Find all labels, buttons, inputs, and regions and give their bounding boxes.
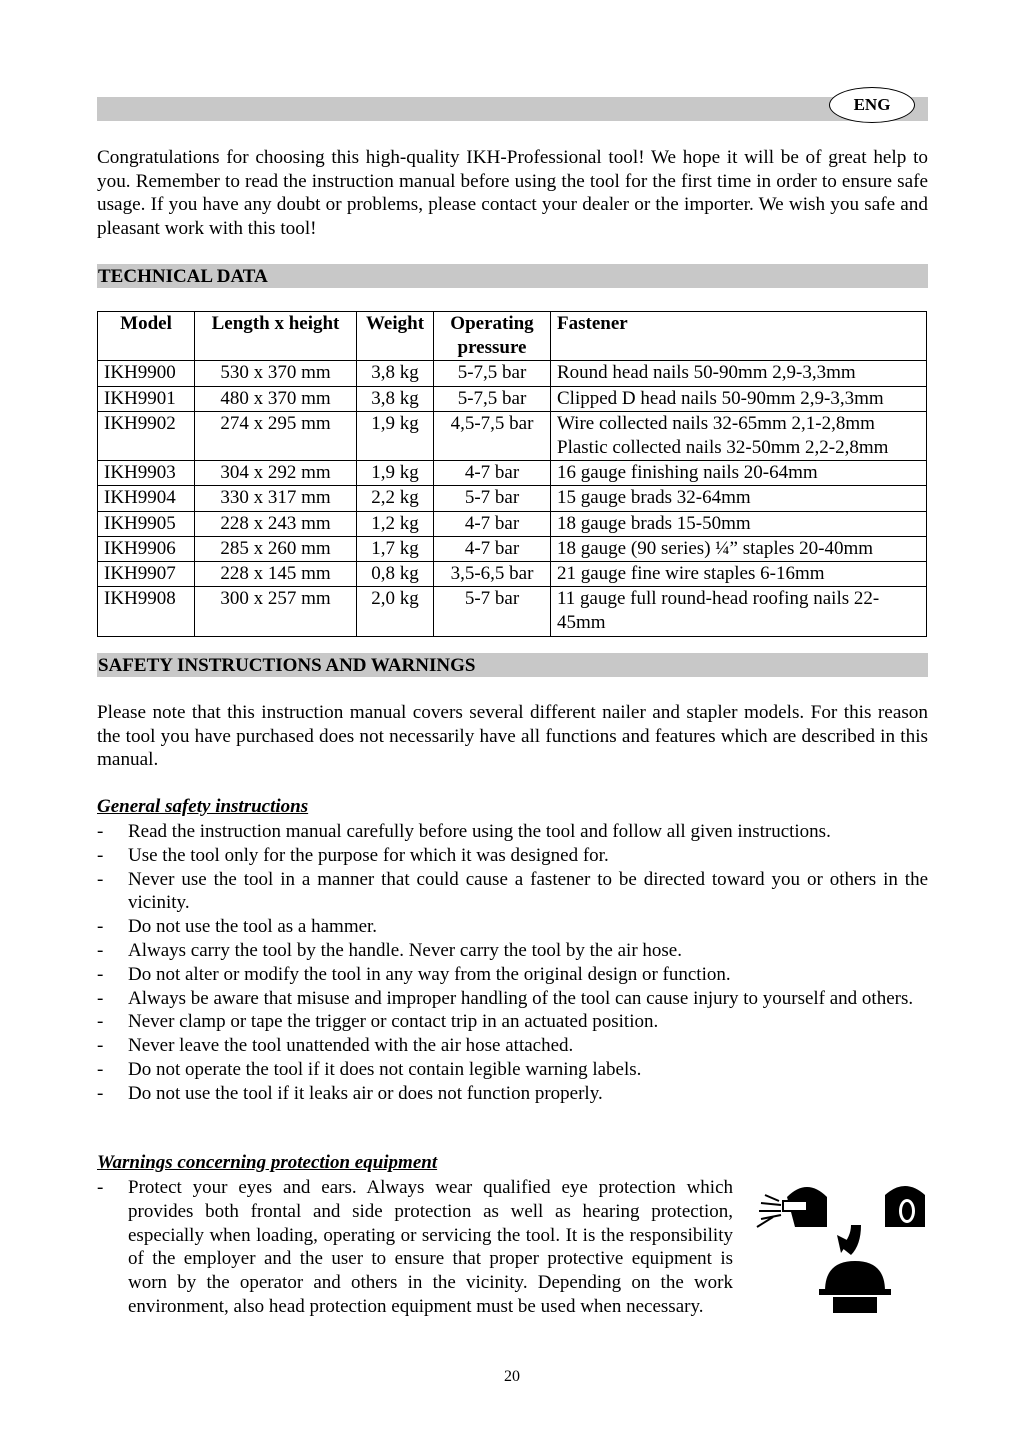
table-cell: IKH9900: [98, 361, 195, 386]
eye-protection-icon: [757, 1187, 827, 1227]
table-cell: 285 x 260 mm: [195, 536, 357, 561]
table-row: [98, 562, 927, 587]
protection-equipment-icons: [755, 1175, 930, 1315]
table-cell: Round head nails 50-90mm 2,9-3,3mm: [551, 361, 927, 386]
column-header: Operating pressure: [434, 312, 551, 361]
table-cell: Clipped D head nails 50-90mm 2,9-3,3mm: [551, 386, 927, 411]
list-item: - Do not use the tool if it leaks air or does not function properly.: [97, 1082, 928, 1106]
table-cell: 2,2 kg: [357, 486, 434, 511]
table-cell: 1,7 kg: [357, 536, 434, 561]
table-cell: IKH9907: [98, 562, 195, 587]
list-item: - Do not use the tool as a hammer.: [97, 915, 928, 939]
list-item: - Never use the tool in a manner that could cause a fastener to be directed toward you or others in the vicinity.: [97, 868, 928, 916]
table-cell: 15 gauge brads 32-64mm: [551, 486, 927, 511]
table-cell: 330 x 317 mm: [195, 486, 357, 511]
table-cell: 304 x 292 mm: [195, 461, 357, 486]
list-item: - Always be aware that misuse and improper handling of the tool can cause injury to yourself and others.: [97, 987, 928, 1011]
table-cell: 18 gauge (90 series) ¼” staples 20-40mm: [551, 536, 927, 561]
table-row: [98, 587, 927, 636]
table-cell: 274 x 295 mm: [195, 411, 357, 460]
list-item: - Protect your eyes and ears. Always wear qualified eye protection which provides both frontal and side protection as well as hearing protection, especially when loading, operating or servicing the tool. It is the responsibility of the employer and the user to ensure that proper protective equipment is worn by the operator and others in the vicinity. Depending on the work environment, also head protection equipment must be used when necessary.: [97, 1176, 733, 1319]
list-item: - Do not alter or modify the tool in any way from the original design or function.: [97, 963, 928, 987]
table-cell: 0,8 kg: [357, 562, 434, 587]
table-header-row: [98, 312, 927, 361]
table-row: [98, 486, 927, 511]
intro-paragraph: Congratulations for choosing this high-quality IKH-Professional tool! We hope it will be of great help to you. Remember to read the instruction manual before using the tool for the first time in order to ensure safe usage. If you have any doubt or problems, please contact your dealer or the importer. We wish you safe and pleasant work with this tool!: [97, 147, 928, 240]
column-header: Weight: [357, 312, 434, 361]
table-row: [98, 511, 927, 536]
list-item: - Never leave the tool unattended with the air hose attached.: [97, 1034, 928, 1058]
table-row: [98, 386, 927, 411]
table-cell: 1,2 kg: [357, 511, 434, 536]
hearing-protection-icon: [885, 1186, 925, 1227]
list-item: - Never clamp or tape the trigger or contact trip in an actuated position.: [97, 1010, 928, 1034]
table-cell: 4-7 bar: [434, 461, 551, 486]
list-item: - Read the instruction manual carefully before using the tool and follow all given instructions.: [97, 820, 928, 844]
column-header: Length x height: [195, 312, 357, 361]
table-cell: IKH9904: [98, 486, 195, 511]
table-cell: 11 gauge full round-head roofing nails 22-45mm: [551, 587, 927, 636]
header-bar: [97, 97, 928, 121]
table-cell: 530 x 370 mm: [195, 361, 357, 386]
technical-data-table: [97, 311, 927, 637]
table-row: [98, 461, 927, 486]
safety-note: Please note that this instruction manual covers several different nailer and stapler models. For this reason the tool you have purchased does not necessarily have all functions and features which are described in this manual.: [97, 702, 928, 771]
table-cell: 228 x 243 mm: [195, 511, 357, 536]
technical-data-heading: TECHNICAL DATA: [97, 264, 928, 288]
table-cell: 1,9 kg: [357, 411, 434, 460]
table-cell: 3,5-6,5 bar: [434, 562, 551, 587]
list-item: - Do not operate the tool if it does not contain legible warning labels.: [97, 1058, 928, 1082]
table-cell: 4,5-7,5 bar: [434, 411, 551, 460]
table-row: [98, 536, 927, 561]
table-cell: IKH9908: [98, 587, 195, 636]
protection-list: [97, 1176, 733, 1319]
table-row: [98, 411, 927, 460]
table-cell: 4-7 bar: [434, 511, 551, 536]
table-cell: IKH9905: [98, 511, 195, 536]
table-cell: 5-7,5 bar: [434, 361, 551, 386]
list-item: - Use the tool only for the purpose for which it was designed for.: [97, 844, 928, 868]
table-cell: Wire collected nails 32-65mm 2,1-2,8mm Plastic collected nails 32-50mm 2,2-2,8mm: [551, 411, 927, 460]
column-header: Fastener: [551, 312, 927, 361]
table-cell: 228 x 145 mm: [195, 562, 357, 587]
table-cell: 16 gauge finishing nails 20-64mm: [551, 461, 927, 486]
table-cell: 300 x 257 mm: [195, 587, 357, 636]
table-cell: 1,9 kg: [357, 461, 434, 486]
table-cell: 2,0 kg: [357, 587, 434, 636]
general-safety-subheading: General safety instructions: [97, 796, 309, 817]
page-number: 20: [504, 1368, 520, 1385]
table-cell: IKH9901: [98, 386, 195, 411]
table-cell: 3,8 kg: [357, 361, 434, 386]
column-header: Model: [98, 312, 195, 361]
table-cell: IKH9902: [98, 411, 195, 460]
safety-heading: SAFETY INSTRUCTIONS AND WARNINGS: [97, 653, 928, 677]
general-safety-list: [97, 820, 928, 1106]
table-cell: IKH9906: [98, 536, 195, 561]
table-cell: IKH9903: [98, 461, 195, 486]
list-item: - Always carry the tool by the handle. Never carry the tool by the air hose.: [97, 939, 928, 963]
table-cell: 5-7,5 bar: [434, 386, 551, 411]
table-row: [98, 361, 927, 386]
table-cell: 21 gauge fine wire staples 6-16mm: [551, 562, 927, 587]
protection-subheading: Warnings concerning protection equipment: [97, 1152, 438, 1173]
table-cell: 18 gauge brads 15-50mm: [551, 511, 927, 536]
table-cell: 5-7 bar: [434, 587, 551, 636]
head-protection-icon: [819, 1225, 891, 1313]
table-cell: 480 x 370 mm: [195, 386, 357, 411]
table-cell: 5-7 bar: [434, 486, 551, 511]
table-cell: 4-7 bar: [434, 536, 551, 561]
language-badge: ENG: [829, 87, 915, 123]
table-cell: 3,8 kg: [357, 386, 434, 411]
